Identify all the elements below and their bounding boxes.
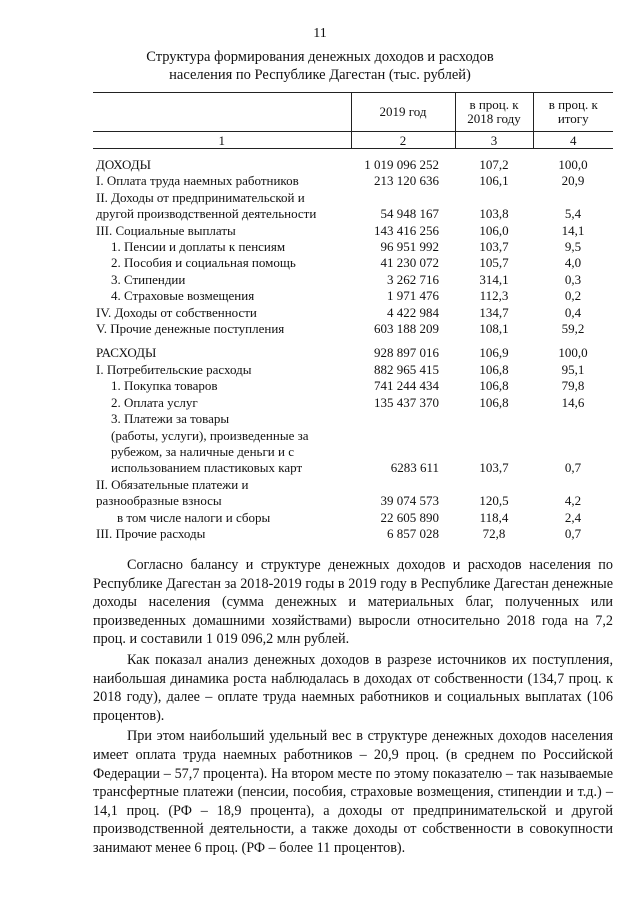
title-line-2: населения по Республике Дагестан (тыс. рублей)	[169, 67, 471, 83]
row-label: I. Потребительские расходы	[96, 361, 252, 377]
table-row	[93, 173, 613, 189]
row-value: 143 416 256	[374, 222, 439, 238]
table-row	[93, 149, 613, 174]
table-row	[93, 255, 613, 271]
row-percent-total: 5,4	[564, 206, 582, 222]
row-value: 6 857 028	[387, 525, 439, 541]
row-percent-2018: 106,8	[479, 378, 509, 394]
row-value: 882 965 415	[374, 361, 439, 377]
row-label: 3. Платежи за товары	[111, 411, 230, 427]
header-cell: в проц. к 2018 году	[455, 93, 533, 132]
row-label: 2. Оплата услуг	[111, 394, 198, 410]
row-percent-total: 79,8	[561, 378, 585, 394]
row-percent-total: 9,5	[564, 239, 582, 255]
row-label: 1. Покупка товаров	[111, 378, 218, 394]
row-value: 54 948 167	[380, 206, 439, 222]
column-number: 3	[455, 132, 533, 149]
column-number: 4	[533, 132, 613, 149]
row-percent-total: 0,4	[564, 304, 582, 320]
row-percent-2018: 72,8	[482, 525, 506, 541]
row-percent-total: 95,1	[561, 361, 585, 377]
table-row	[93, 305, 613, 321]
page-number: 11	[313, 26, 327, 41]
table-row	[93, 288, 613, 304]
row-percent-2018: 314,1	[479, 271, 509, 287]
row-value	[351, 190, 455, 206]
row-percent-total	[533, 477, 613, 493]
table-row	[93, 206, 613, 222]
row-percent-2018: 106,1	[479, 173, 509, 189]
row-value: 603 188 209	[374, 321, 439, 337]
row-percent-2018	[455, 411, 533, 427]
row-value: 6283 611	[390, 460, 439, 476]
row-value: 741 244 434	[374, 378, 439, 394]
table-row	[93, 493, 613, 509]
row-percent-2018: 105,7	[479, 255, 509, 271]
row-label: 1. Пенсии и доплаты к пенсиям	[111, 239, 286, 255]
table-row	[93, 444, 613, 460]
header-cell	[93, 93, 351, 132]
header-cell: 2019 год	[351, 93, 455, 132]
row-percent-2018: 106,8	[479, 361, 509, 377]
row-value	[351, 411, 455, 427]
row-label: III. Социальные выплаты	[96, 222, 236, 238]
row-percent-total	[533, 190, 613, 206]
row-percent-2018: 106,9	[479, 345, 509, 361]
row-label: IV. Доходы от собственности	[96, 304, 257, 320]
page-title	[90, 48, 550, 84]
column-number: 1	[93, 132, 351, 149]
row-percent-2018: 106,8	[479, 394, 509, 410]
row-percent-2018: 120,5	[479, 493, 509, 509]
table-row	[93, 190, 613, 206]
row-percent-2018	[455, 477, 533, 493]
row-percent-total: 4,2	[564, 493, 582, 509]
row-percent-total: 14,1	[561, 222, 585, 238]
table-row	[93, 428, 613, 444]
row-percent-total: 14,6	[561, 394, 585, 410]
row-label: ДОХОДЫ	[96, 157, 151, 172]
table-row	[93, 411, 613, 427]
row-value	[351, 477, 455, 493]
row-label: (работы, услуги), произведенные за	[111, 427, 309, 443]
table-row	[93, 378, 613, 394]
table-row	[93, 239, 613, 255]
paragraph: Согласно балансу и структуре денежных доходов и расходов населения по Республике Дагестан за 2018-2019 годы в 2019 году в Республике Дагестан денежные доходы населения (сумма денежных и материальных благ, полученных или произведенных домашними хозяйствами) выросли относительно 2018 года на 7,2 проц. и составили 1 019 096,2 млн рублей.	[93, 557, 613, 648]
row-percent-total: 4,0	[564, 255, 582, 271]
row-percent-total: 0,7	[564, 460, 582, 476]
row-label: 2. Пособия и социальная помощь	[111, 255, 296, 271]
row-value: 928 897 016	[374, 345, 439, 361]
row-percent-2018: 103,7	[479, 239, 509, 255]
row-value: 1 019 096 252	[364, 157, 439, 172]
table-column-number-row	[93, 132, 613, 149]
row-percent-total: 59,2	[561, 321, 585, 337]
table-row	[93, 395, 613, 411]
row-percent-2018: 108,1	[479, 321, 509, 337]
row-value	[351, 428, 455, 444]
table-row	[93, 477, 613, 493]
row-percent-2018: 106,0	[479, 222, 509, 238]
row-percent-2018: 103,8	[479, 206, 509, 222]
row-label: 4. Страховые возмещения	[111, 288, 255, 304]
row-percent-2018	[455, 444, 533, 460]
table-row	[93, 223, 613, 239]
table-row	[93, 460, 613, 476]
row-value: 3 262 716	[387, 271, 439, 287]
header-cell: в проц. к итогу	[533, 93, 613, 132]
row-label: разнообразные взносы	[96, 493, 222, 509]
row-value: 41 230 072	[380, 255, 439, 271]
table-row	[93, 337, 613, 361]
table-row	[93, 510, 613, 526]
row-value: 22 605 890	[380, 509, 439, 525]
row-percent-2018	[455, 428, 533, 444]
row-percent-2018: 112,3	[479, 288, 509, 304]
table-row	[93, 526, 613, 542]
row-label: другой производственной деятельности	[96, 206, 317, 222]
row-percent-total: 0,2	[564, 288, 582, 304]
row-value: 4 422 984	[387, 304, 439, 320]
row-value: 96 951 992	[380, 239, 439, 255]
row-percent-2018: 134,7	[479, 304, 509, 320]
paragraph: При этом наибольший удельный вес в структуре денежных доходов населения имеет оплата труда наемных работников – 20,9 проц. (в среднем по Российской Федерации – 57,7 процента). На втором месте по этому показателю – так называемые трансфертные платежи (пенсии, пособия, страховые возмещения, стипендии и т.д.) – 14,1 проц. (РФ – 18,9 процента), а доходы от предпринимательской и другой производственной деятельности, а также доходы от собственности в совокупности занимают менее 6 проц. (РФ – более 11 процентов).	[93, 728, 613, 856]
row-percent-2018: 103,7	[479, 460, 509, 476]
row-percent-total	[533, 411, 613, 427]
row-percent-total: 100,0	[558, 157, 588, 172]
column-number: 2	[351, 132, 455, 149]
row-percent-2018: 107,2	[479, 157, 509, 172]
row-label: 3. Стипендии	[111, 271, 186, 287]
row-percent-2018	[455, 190, 533, 206]
row-value: 1 971 476	[387, 288, 439, 304]
row-label: I. Оплата труда наемных работников	[96, 173, 299, 189]
title-line-1: Структура формирования денежных доходов и расходов	[146, 49, 494, 65]
row-percent-total	[533, 444, 613, 460]
row-value	[351, 444, 455, 460]
table-header-row	[93, 93, 613, 132]
row-label: РАСХОДЫ	[96, 345, 157, 361]
row-percent-total: 2,4	[564, 509, 582, 525]
row-label: III. Прочие расходы	[96, 525, 206, 541]
table-row	[93, 272, 613, 288]
income-expense-table	[93, 92, 613, 542]
row-percent-total: 100,0	[558, 345, 588, 361]
row-percent-total: 0,7	[564, 525, 582, 541]
table-row	[93, 362, 613, 378]
row-label: использованием пластиковых карт	[111, 460, 303, 476]
body-text	[93, 556, 613, 860]
row-label: II. Доходы от предпринимательской и	[96, 189, 305, 205]
paragraph: Как показал анализ денежных доходов в разрезе источников их поступления, наибольшая динамика роста наблюдалась в доходах от собственности (134,7 проц. к 2018 году), далее – оплате труда наемных работников и социальных выплатах (106 процентов).	[93, 651, 613, 724]
table-row	[93, 321, 613, 337]
row-percent-total: 20,9	[561, 173, 585, 189]
row-percent-total	[533, 428, 613, 444]
row-label: II. Обязательные платежи и	[96, 476, 249, 492]
row-label: в том числе налоги и сборы	[117, 509, 271, 525]
row-label: V. Прочие денежные поступления	[96, 321, 285, 337]
row-value: 39 074 573	[380, 493, 439, 509]
row-percent-2018: 118,4	[479, 509, 509, 525]
row-label: рубежом, за наличные деньги и с	[111, 443, 294, 459]
row-percent-total: 0,3	[564, 271, 582, 287]
row-value: 135 437 370	[374, 394, 439, 410]
row-value: 213 120 636	[374, 173, 439, 189]
